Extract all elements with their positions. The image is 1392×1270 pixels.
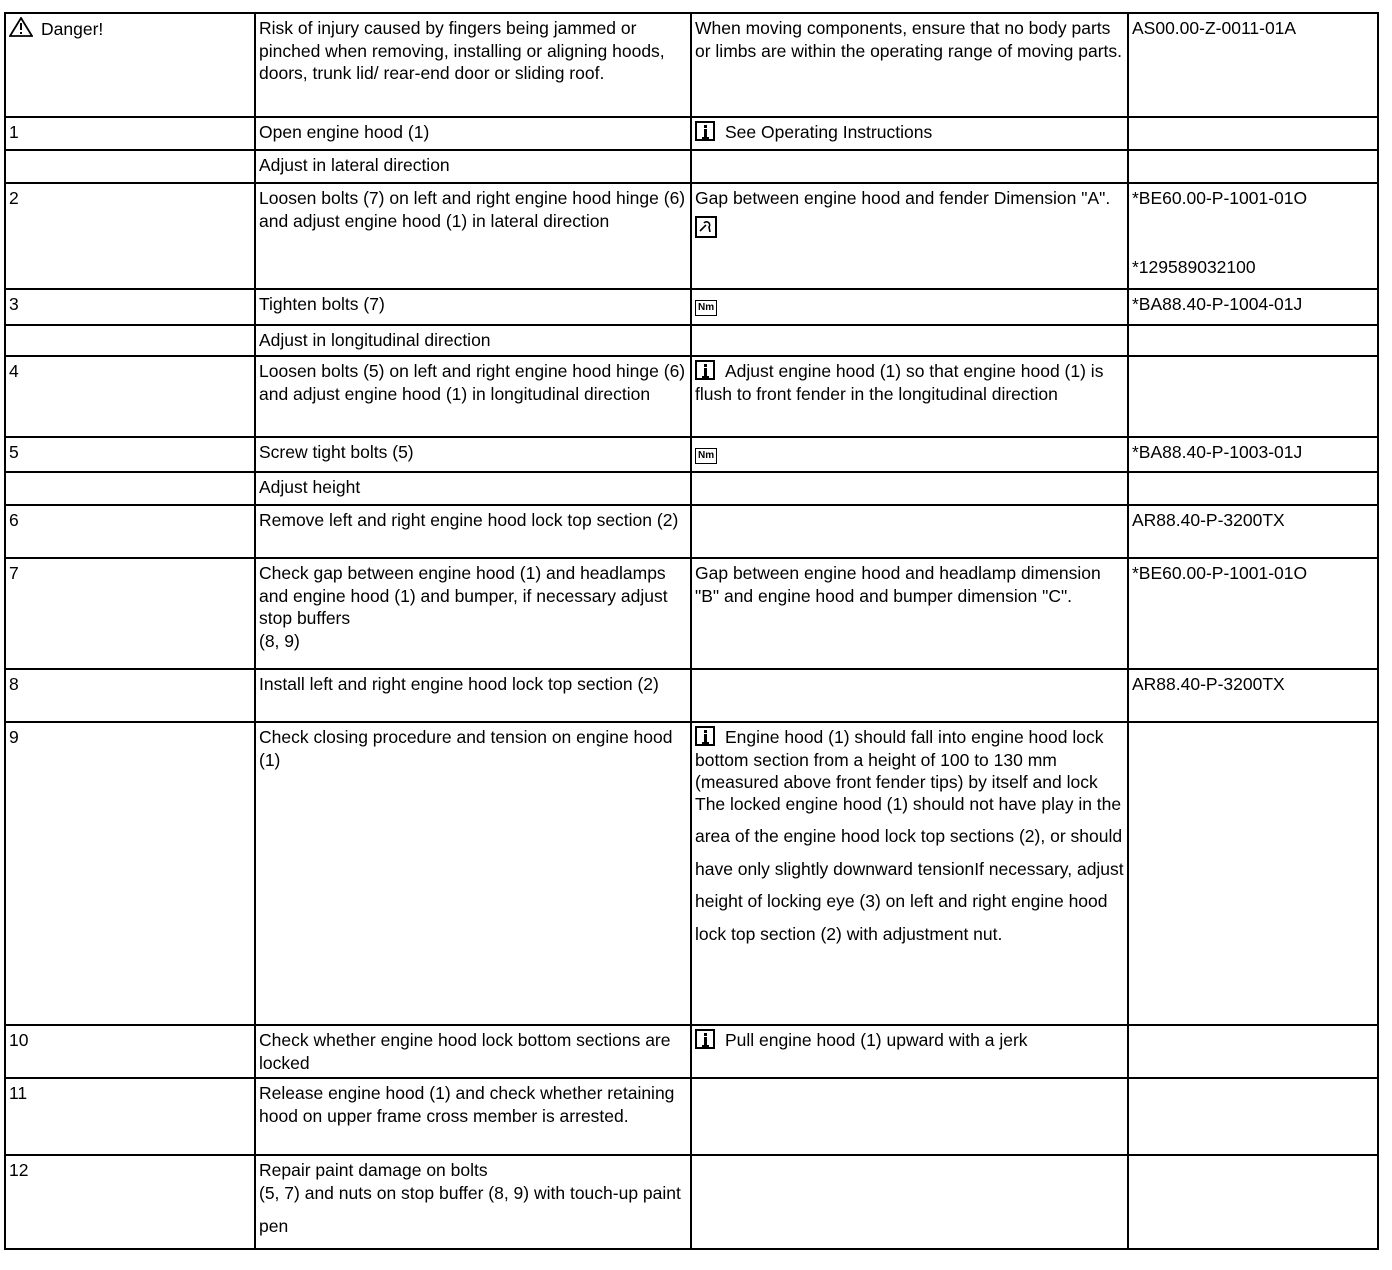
- table-row: [5, 558, 1378, 669]
- task-cell: Adjust in lateral direction: [255, 150, 691, 183]
- note-cell: [691, 117, 1128, 150]
- step-cell: 3: [5, 289, 255, 325]
- note-text: Engine hood (1) should fall into engine hood lock bottom section from a height of 100 to 130 mm (measured above front fender tips) by itself and lock: [695, 727, 1104, 792]
- note-cell: [691, 356, 1128, 437]
- ref-cell: AR88.40-P-3200TX: [1128, 669, 1378, 722]
- task-cell: Screw tight bolts (5): [255, 437, 691, 472]
- task-cell: Tighten bolts (7): [255, 289, 691, 325]
- step-cell: 10: [5, 1025, 255, 1078]
- note-cell: [691, 1078, 1128, 1155]
- task-cell: Release engine hood (1) and check whether retaining hood on upper frame cross member is arrested.: [255, 1078, 691, 1155]
- step-cell: 12: [5, 1155, 255, 1249]
- task-cell: Adjust in longitudinal direction: [255, 325, 691, 356]
- info-icon: [695, 360, 715, 380]
- torque-nm-icon: Nm: [695, 448, 717, 464]
- note-cell: [691, 437, 1128, 472]
- step-cell: [5, 325, 255, 356]
- step-cell: 7: [5, 558, 255, 669]
- note-text: See Operating Instructions: [725, 122, 933, 142]
- task-text: (8, 9): [259, 630, 300, 651]
- danger-label: Danger!: [41, 19, 104, 39]
- table-row: [5, 150, 1378, 183]
- ref-cell: *BA88.40-P-1004-01J: [1128, 289, 1378, 325]
- ref-cell: [1128, 1025, 1378, 1078]
- task-cell: [255, 558, 691, 669]
- step-cell: 4: [5, 356, 255, 437]
- step-cell: 9: [5, 722, 255, 1025]
- table-row: [5, 722, 1378, 1025]
- table-row: [5, 325, 1378, 356]
- note-cell: [691, 722, 1128, 1025]
- note-text: Adjust engine hood (1) so that engine hood (1) is flush to front fender in the longitudinal direction: [695, 361, 1104, 404]
- step-cell: [5, 150, 255, 183]
- ref-cell: [1128, 722, 1378, 1025]
- note-text: Gap between engine hood and fender Dimension "A".: [695, 188, 1111, 208]
- warning-triangle-icon: [9, 17, 33, 37]
- table-row: [5, 1155, 1378, 1249]
- ref-cell: [1128, 1155, 1378, 1249]
- note-text: Pull engine hood (1) upward with a jerk: [725, 1030, 1028, 1050]
- table-row: [5, 1078, 1378, 1155]
- torque-nm-icon: Nm: [695, 300, 717, 316]
- table-row: [5, 1025, 1378, 1078]
- note-cell: [691, 472, 1128, 505]
- table-row: [5, 505, 1378, 558]
- task-text: (5, 7) and nuts on stop buffer (8, 9) with touch-up paint pen: [259, 1182, 681, 1236]
- procedure-table: [4, 12, 1379, 1250]
- info-icon: [695, 1029, 715, 1049]
- ref-cell: *BA88.40-P-1003-01J: [1128, 437, 1378, 472]
- table-row: [5, 117, 1378, 150]
- ref-cell: AS00.00-Z-0011-01A: [1128, 13, 1378, 117]
- step-cell: 5: [5, 437, 255, 472]
- step-cell: 1: [5, 117, 255, 150]
- task-cell: Risk of injury caused by fingers being jammed or pinched when removing, installing or aligning hoods, doors, trunk lid/ rear-end door or sliding roof.: [255, 13, 691, 117]
- ref-cell: [1128, 183, 1378, 289]
- task-cell: Install left and right engine hood lock top section (2): [255, 669, 691, 722]
- ref-cell: [1128, 150, 1378, 183]
- ref-cell: [1128, 325, 1378, 356]
- note-cell: [691, 505, 1128, 558]
- ref-cell: [1128, 356, 1378, 437]
- step-cell: 2: [5, 183, 255, 289]
- step-cell: 11: [5, 1078, 255, 1155]
- table-row: [5, 437, 1378, 472]
- note-text: The locked engine hood (1) should not have play in the area of the engine hood lock top sections (2), or should have only slightly downward tensionIf necessary, adjust height of locking eye (3) on left and right engine hood lock top section (2) with adjustment nut.: [695, 793, 1124, 944]
- ref-text: *BE60.00-P-1001-01O: [1132, 188, 1308, 208]
- table-row: [5, 289, 1378, 325]
- table-row: [5, 356, 1378, 437]
- task-cell: Remove left and right engine hood lock top section (2): [255, 505, 691, 558]
- note-cell: [691, 1155, 1128, 1249]
- table-row: [5, 13, 1378, 117]
- info-icon: [695, 726, 715, 746]
- note-cell: Gap between engine hood and headlamp dimension "B" and engine hood and bumper dimension "C".: [691, 558, 1128, 669]
- step-cell: [5, 472, 255, 505]
- task-cell: [255, 1155, 691, 1249]
- note-cell: When moving components, ensure that no body parts or limbs are within the operating range of moving parts.: [691, 13, 1128, 117]
- step-cell: 8: [5, 669, 255, 722]
- task-text: Check gap between engine hood (1) and headlamps and engine hood (1) and bumper, if necessary adjust stop buffers: [259, 563, 668, 628]
- ref-cell: [1128, 117, 1378, 150]
- table-row: [5, 669, 1378, 722]
- table-row: [5, 183, 1378, 289]
- task-cell: Open engine hood (1): [255, 117, 691, 150]
- ref-cell: [1128, 472, 1378, 505]
- info-icon: [695, 121, 715, 141]
- task-cell: Loosen bolts (5) on left and right engine hood hinge (6) and adjust engine hood (1) in longitudinal direction: [255, 356, 691, 437]
- task-cell: Adjust height: [255, 472, 691, 505]
- ref-text: *129589032100: [1132, 256, 1256, 277]
- step-cell: [5, 13, 255, 117]
- note-cell: [691, 325, 1128, 356]
- note-cell: [691, 150, 1128, 183]
- note-cell: [691, 183, 1128, 289]
- task-text: Repair paint damage on bolts: [259, 1160, 488, 1180]
- task-cell: Loosen bolts (7) on left and right engine hood hinge (6) and adjust engine hood (1) in lateral direction: [255, 183, 691, 289]
- note-cell: [691, 289, 1128, 325]
- special-tool-icon: [695, 216, 717, 238]
- task-cell: Check closing procedure and tension on engine hood (1): [255, 722, 691, 1025]
- ref-cell: [1128, 1078, 1378, 1155]
- note-cell: [691, 1025, 1128, 1078]
- note-cell: [691, 669, 1128, 722]
- ref-cell: *BE60.00-P-1001-01O: [1128, 558, 1378, 669]
- task-cell: Check whether engine hood lock bottom sections are locked: [255, 1025, 691, 1078]
- table-row: [5, 472, 1378, 505]
- ref-cell: AR88.40-P-3200TX: [1128, 505, 1378, 558]
- step-cell: 6: [5, 505, 255, 558]
